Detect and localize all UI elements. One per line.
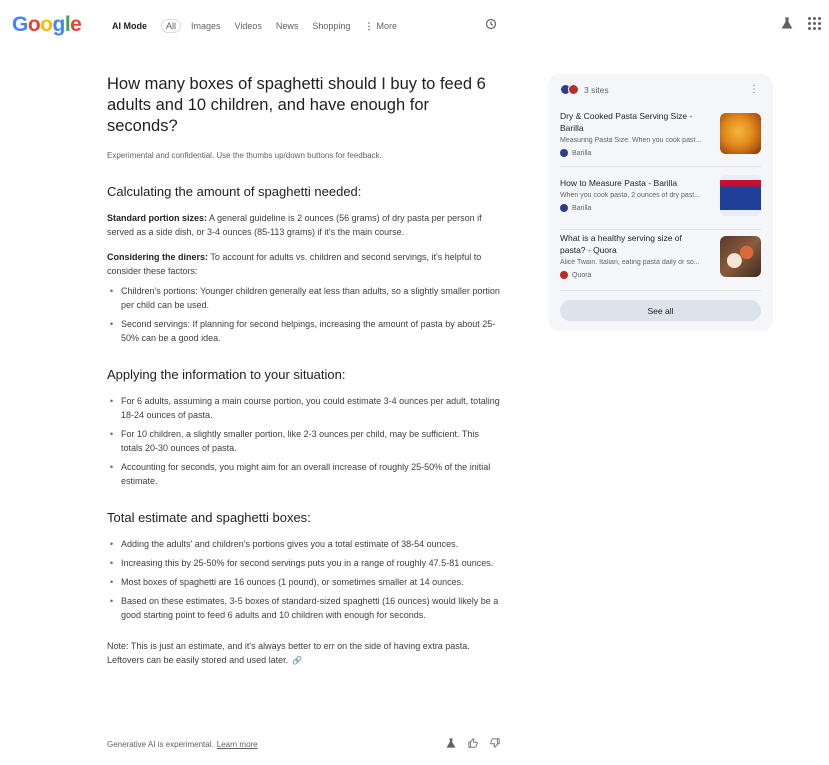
answer-footer — [107, 738, 500, 750]
generative-ai-note: Generative AI is experimental. — [107, 739, 214, 749]
list-item: • Accounting for seconds, you might aim for an overall increase of roughly 25-50% of the initial estimate. — [107, 460, 502, 488]
sources-header[interactable] — [560, 84, 609, 95]
history-icon[interactable] — [485, 18, 497, 33]
source-title[interactable]: What is a healthy serving size of pasta? - Quora — [560, 233, 682, 255]
note-text: Note: This is just an estimate, and it's always better to err on the side of having extra pasta. Leftovers can be easily stored and used later. — [107, 641, 470, 665]
source-card[interactable] — [560, 232, 761, 288]
query-heading: How many boxes of spaghetti should I buy to feed 6 adults and 10 children, and have enough for seconds? — [107, 75, 486, 135]
list-item: • Most boxes of spaghetti are 16 ounces (1 pound), or sometimes smaller at 14 ounces. — [107, 575, 502, 589]
divider — [560, 229, 761, 230]
list-item: • Children's portions: Younger children generally eat less than adults, so a slightly smaller portion per child can be used. — [107, 284, 502, 312]
more-vert-icon: ⋮ — [364, 20, 374, 31]
tab-all[interactable]: All — [161, 19, 181, 33]
applying-list — [107, 394, 502, 488]
section-heading-applying: Applying the information to your situation: — [107, 367, 346, 382]
portion-sizes-text: A general guideline is 2 ounces (56 grams) of dry pasta per person if served as a side dish, or 3-4 ounces (85-113 grams) if it's the main course. — [107, 213, 482, 237]
tab-images[interactable]: Images — [191, 21, 221, 31]
thumbs-up-icon[interactable] — [468, 738, 478, 750]
divider — [560, 290, 761, 291]
tab-more-label: More — [376, 21, 397, 31]
diners-paragraph — [107, 250, 502, 278]
portion-sizes-label: Standard portion sizes: — [107, 213, 208, 223]
thumbs-down-icon[interactable] — [490, 738, 500, 750]
tab-news[interactable]: News — [275, 21, 299, 31]
barilla-box-thumbnail[interactable] — [720, 175, 761, 216]
quora-favicon — [568, 84, 579, 95]
divider — [560, 166, 761, 167]
list-item: • Adding the adults' and children's portions gives you a total estimate of 38-54 ounces. — [107, 537, 502, 551]
note-paragraph — [107, 639, 502, 668]
source-card[interactable] — [560, 110, 761, 158]
google-logo[interactable]: Google — [12, 13, 82, 36]
source-card[interactable] — [560, 177, 761, 223]
quora-favicon — [560, 271, 568, 279]
labs-flask-icon[interactable] — [781, 16, 793, 34]
tab-shopping[interactable]: Shopping — [312, 21, 351, 31]
source-title[interactable]: How to Measure Pasta - Barilla — [560, 178, 678, 188]
diners-text: To account for adults vs. children and second servings, it's helpful to consider these factors: — [107, 252, 482, 276]
link-icon[interactable]: 🔗 — [292, 656, 303, 665]
source-snippet: When you cook pasta, 2 ounces of dry past... — [560, 192, 701, 199]
list-item: • Increasing this by 25-50% for second servings puts you in a range of roughly 47.5-81 ounces. — [107, 556, 502, 570]
source-snippet: Alice Twain. Italian, eating pasta daily or so... — [560, 259, 700, 266]
experimental-disclaimer: Experimental and confidential. Use the thumbs up/down buttons for feedback. — [107, 151, 382, 160]
feedback-icons — [446, 738, 500, 750]
list-item: • Second servings: If planning for second helpings, increasing the amount of pasta by about 25-50% can be a good idea. — [107, 317, 502, 345]
tab-ai-mode[interactable]: AI Mode — [112, 21, 147, 31]
source-site-name: Quora — [572, 271, 592, 279]
source-snippet: Measuring Pasta Size. When you cook past... — [560, 137, 702, 144]
labs-flask-icon[interactable] — [446, 738, 456, 750]
search-tabs — [112, 19, 411, 33]
tab-videos[interactable]: Videos — [234, 21, 262, 31]
pasta-nest-thumbnail[interactable] — [720, 113, 761, 154]
tab-more[interactable] — [364, 21, 397, 32]
see-all-button[interactable]: See all — [560, 300, 761, 321]
total-list — [107, 537, 502, 622]
ai-answer — [107, 74, 502, 668]
barilla-favicon — [560, 204, 568, 212]
diners-label: Considering the diners: — [107, 252, 209, 262]
section-heading-total: Total estimate and spaghetti boxes: — [107, 510, 311, 525]
source-site-name: Barilla — [572, 149, 592, 157]
more-vert-icon[interactable]: ⋮ — [749, 84, 759, 95]
list-item: • For 10 children, a slightly smaller portion, like 2-3 ounces per child, may be sufficient. This totals 20-30 ounces of pasta. — [107, 427, 502, 455]
sources-count: 3 sites — [584, 84, 609, 95]
apps-grid-icon[interactable] — [808, 17, 821, 30]
portion-sizes-paragraph — [107, 211, 502, 239]
list-item: • For 6 adults, assuming a main course portion, you could estimate 3-4 ounces per adult, totaling 18-24 ounces of pasta. — [107, 394, 502, 422]
source-site-name: Barilla — [572, 204, 592, 212]
source-title[interactable]: Dry & Cooked Pasta Serving Size - Barilla — [560, 111, 693, 133]
factors-list — [107, 284, 502, 345]
section-heading-calculating: Calculating the amount of spaghetti needed: — [107, 184, 362, 199]
list-item: • Based on these estimates, 3-5 boxes of standard-sized spaghetti (16 ounces) would likely be a good starting point to feed 6 adults and 10 children with enough for seconds. — [107, 594, 502, 622]
sources-panel — [548, 74, 773, 331]
pasta-plate-thumbnail[interactable] — [720, 236, 761, 277]
learn-more-link[interactable]: Learn more — [216, 739, 258, 749]
barilla-favicon — [560, 149, 568, 157]
